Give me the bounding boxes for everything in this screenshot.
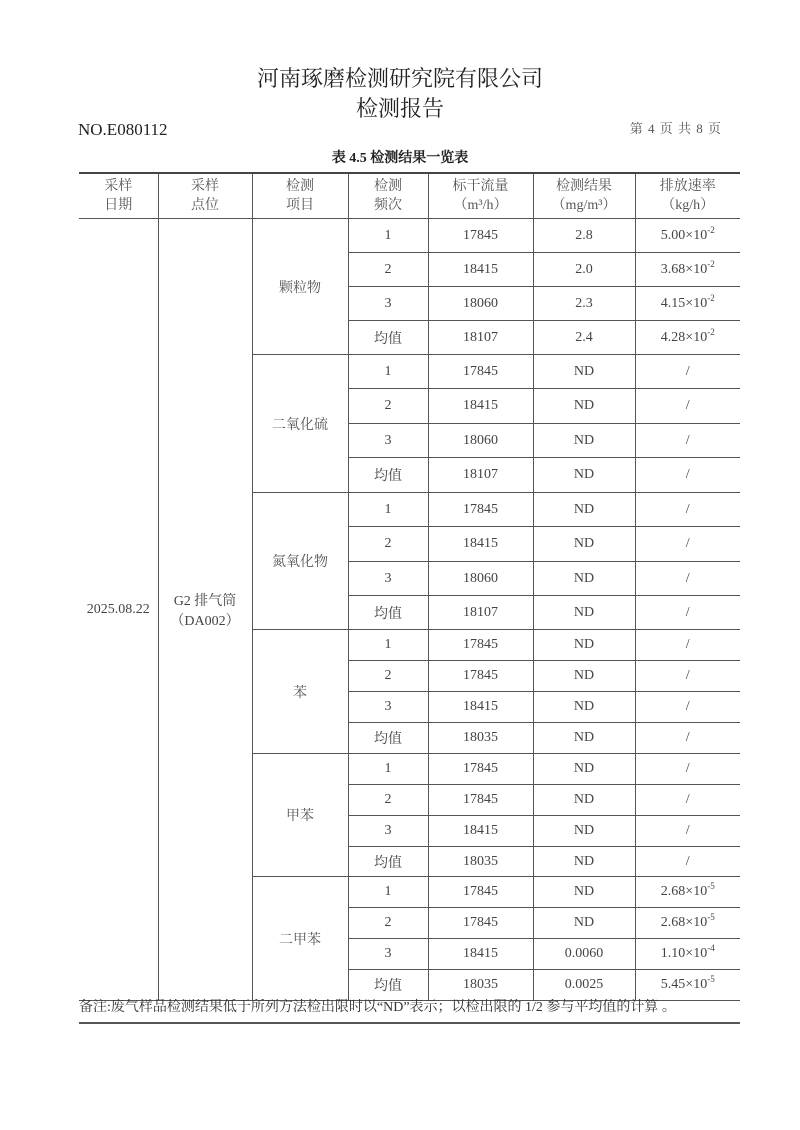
column-header-line: 采样 <box>191 179 219 194</box>
emission-rate-cell <box>635 692 740 723</box>
flow-cell: 17845 <box>428 785 533 816</box>
column-header-line: 点位 <box>191 198 219 213</box>
column-header-line: 项目 <box>286 198 314 213</box>
emission-rate-value: 5.00×10 <box>660 227 708 243</box>
column-header-line: 检测结果 <box>556 179 612 194</box>
flow-cell: 18060 <box>428 562 533 596</box>
table-row <box>79 219 740 253</box>
table-caption: 表 4.5 检测结果一览表 <box>331 151 469 166</box>
emission-rate-value: / <box>685 792 690 807</box>
emission-rate-exponent: -5 <box>707 974 715 984</box>
emission-rate-value: 3.68×10 <box>660 261 708 277</box>
result-cell: ND <box>533 424 635 458</box>
emission-rate-value: / <box>685 432 690 448</box>
result-cell: ND <box>533 562 635 596</box>
flow-cell: 18035 <box>428 847 533 877</box>
emission-rate-value: 2.68×10 <box>660 915 708 930</box>
emission-rate-cell <box>635 493 740 527</box>
column-header <box>428 173 533 219</box>
result-cell: 2.3 <box>533 287 635 321</box>
emission-rate-value: / <box>685 604 690 620</box>
emission-rate-cell <box>635 355 740 389</box>
frequency-cell: 均值 <box>348 458 428 493</box>
sample-point-cell <box>158 219 252 1001</box>
flow-cell: 17845 <box>428 630 533 661</box>
frequency-cell: 3 <box>348 287 428 321</box>
flow-cell: 18107 <box>428 458 533 493</box>
document-number: NO.E080112 <box>78 120 168 139</box>
report-title: 检测报告 <box>355 96 444 121</box>
sample-date-cell: 2025.08.22 <box>79 219 158 1001</box>
emission-rate-cell <box>635 562 740 596</box>
flow-cell: 18415 <box>428 692 533 723</box>
frequency-cell: 均值 <box>348 596 428 630</box>
column-header <box>533 173 635 219</box>
table-notes: 备注:废气样品检测结果低于所列方法检出限时以“ND”表示；以检出限的 1/2 参与平均值的计算 。 <box>79 997 740 1024</box>
flow-cell: 17845 <box>428 355 533 389</box>
emission-rate-cell <box>635 389 740 424</box>
emission-rate-value: 2.68×10 <box>660 884 708 899</box>
sample-point-line: G2 排气筒 <box>173 593 237 609</box>
frequency-cell: 1 <box>348 630 428 661</box>
emission-rate-exponent: -2 <box>707 258 715 269</box>
emission-rate-exponent: -4 <box>707 943 715 953</box>
flow-cell: 17845 <box>428 661 533 692</box>
frequency-cell: 2 <box>348 527 428 562</box>
emission-rate-cell <box>635 723 740 754</box>
emission-rate-value: / <box>685 637 690 652</box>
result-cell: ND <box>533 355 635 389</box>
page-number: 第 4 页 共 8 页 <box>629 121 722 136</box>
result-cell: ND <box>533 847 635 877</box>
flow-cell: 18415 <box>428 527 533 562</box>
result-cell: ND <box>533 458 635 493</box>
emission-rate-value: / <box>685 668 690 683</box>
emission-rate-value: 5.45×10 <box>660 977 708 992</box>
emission-rate-cell <box>635 287 740 321</box>
result-cell: ND <box>533 908 635 939</box>
column-header <box>79 173 158 219</box>
result-cell: ND <box>533 630 635 661</box>
emission-rate-cell <box>635 970 740 1001</box>
emission-rate-cell <box>635 908 740 939</box>
emission-rate-cell <box>635 847 740 877</box>
result-cell: ND <box>533 816 635 847</box>
table-header-row <box>79 173 740 219</box>
emission-rate-value: / <box>685 699 690 714</box>
flow-cell: 18035 <box>428 723 533 754</box>
column-header-line: 检测 <box>286 179 314 194</box>
flow-cell: 18107 <box>428 321 533 355</box>
emission-rate-exponent: -2 <box>707 292 715 303</box>
flow-cell: 18060 <box>428 287 533 321</box>
column-header-line: 标干流量 <box>452 179 509 194</box>
emission-rate-exponent: -5 <box>707 912 715 922</box>
emission-rate-cell <box>635 424 740 458</box>
emission-rate-value: / <box>685 823 690 838</box>
emission-rate-value: / <box>685 363 690 379</box>
result-cell: ND <box>533 596 635 630</box>
emission-rate-value: 1.10×10 <box>660 946 708 961</box>
frequency-cell: 1 <box>348 219 428 253</box>
frequency-cell: 2 <box>348 661 428 692</box>
emission-rate-cell <box>635 219 740 253</box>
emission-rate-exponent: -5 <box>707 881 715 891</box>
frequency-cell: 2 <box>348 785 428 816</box>
emission-rate-value: / <box>685 501 690 517</box>
column-header-line: （m³/h） <box>453 198 508 213</box>
flow-cell: 18415 <box>428 816 533 847</box>
column-header <box>252 173 348 219</box>
flow-cell: 18415 <box>428 939 533 970</box>
column-header-line: （kg/h） <box>661 198 715 213</box>
emission-rate-cell <box>635 630 740 661</box>
column-header <box>158 173 252 219</box>
emission-rate-cell <box>635 527 740 562</box>
emission-rate-value: 4.15×10 <box>660 295 708 311</box>
flow-cell: 17845 <box>428 877 533 908</box>
frequency-cell: 3 <box>348 692 428 723</box>
frequency-cell: 1 <box>348 877 428 908</box>
emission-rate-cell <box>635 321 740 355</box>
company-name: 河南琢磨检测研究院有限公司 <box>256 66 543 91</box>
test-item-cell: 二甲苯 <box>252 877 348 1001</box>
result-cell: 2.0 <box>533 253 635 287</box>
result-cell: ND <box>533 754 635 785</box>
column-header-line: 采样 <box>104 179 133 194</box>
flow-cell: 18107 <box>428 596 533 630</box>
flow-cell: 17845 <box>428 219 533 253</box>
frequency-cell: 1 <box>348 754 428 785</box>
emission-rate-value: 4.28×10 <box>660 329 708 345</box>
frequency-cell: 1 <box>348 493 428 527</box>
frequency-cell: 均值 <box>348 970 428 1001</box>
column-header-line: 排放速率 <box>659 179 716 194</box>
result-cell: ND <box>533 661 635 692</box>
test-item-cell: 苯 <box>252 630 348 754</box>
emission-rate-value: / <box>685 761 690 776</box>
column-header <box>348 173 428 219</box>
column-header-line: 频次 <box>374 198 402 213</box>
frequency-cell: 3 <box>348 816 428 847</box>
test-item-cell: 二氧化硫 <box>252 355 348 493</box>
emission-rate-cell <box>635 596 740 630</box>
emission-rate-cell <box>635 939 740 970</box>
emission-rate-cell <box>635 253 740 287</box>
result-cell: ND <box>533 785 635 816</box>
result-cell: ND <box>533 493 635 527</box>
emission-rate-cell <box>635 754 740 785</box>
results-table <box>79 172 740 1001</box>
column-header-line: 日期 <box>104 198 133 213</box>
result-cell: ND <box>533 723 635 754</box>
emission-rate-value: / <box>685 570 690 586</box>
test-item-cell: 甲苯 <box>252 754 348 877</box>
column-header-line: （mg/m³） <box>551 198 617 213</box>
result-cell: ND <box>533 877 635 908</box>
emission-rate-exponent: -2 <box>707 326 715 337</box>
frequency-cell: 均值 <box>348 321 428 355</box>
frequency-cell: 2 <box>348 389 428 424</box>
emission-rate-value: / <box>685 536 690 551</box>
flow-cell: 17845 <box>428 754 533 785</box>
flow-cell: 18415 <box>428 253 533 287</box>
flow-cell: 17845 <box>428 493 533 527</box>
sample-point-line: （DA002） <box>170 613 240 629</box>
flow-cell: 18060 <box>428 424 533 458</box>
flow-cell: 17845 <box>428 908 533 939</box>
result-cell: 0.0025 <box>533 970 635 1001</box>
emission-rate-cell <box>635 458 740 493</box>
result-cell: 2.4 <box>533 321 635 355</box>
result-cell: 2.8 <box>533 219 635 253</box>
emission-rate-value: / <box>685 398 690 413</box>
frequency-cell: 3 <box>348 424 428 458</box>
result-cell: 0.0060 <box>533 939 635 970</box>
frequency-cell: 3 <box>348 939 428 970</box>
emission-rate-cell <box>635 785 740 816</box>
emission-rate-value: / <box>685 853 690 869</box>
frequency-cell: 2 <box>348 253 428 287</box>
frequency-cell: 均值 <box>348 723 428 754</box>
frequency-cell: 2 <box>348 908 428 939</box>
emission-rate-value: / <box>685 730 690 745</box>
result-cell: ND <box>533 527 635 562</box>
frequency-cell: 3 <box>348 562 428 596</box>
result-cell: ND <box>533 389 635 424</box>
test-item-cell: 氮氧化物 <box>252 493 348 630</box>
result-cell: ND <box>533 692 635 723</box>
emission-rate-cell <box>635 816 740 847</box>
frequency-cell: 均值 <box>348 847 428 877</box>
flow-cell: 18415 <box>428 389 533 424</box>
flow-cell: 18035 <box>428 970 533 1001</box>
emission-rate-cell <box>635 661 740 692</box>
frequency-cell: 1 <box>348 355 428 389</box>
test-item-cell: 颗粒物 <box>252 219 348 355</box>
column-header <box>635 173 740 219</box>
emission-rate-cell <box>635 877 740 908</box>
column-header-line: 检测 <box>374 179 402 194</box>
emission-rate-value: / <box>685 467 690 482</box>
emission-rate-exponent: -2 <box>707 224 715 235</box>
